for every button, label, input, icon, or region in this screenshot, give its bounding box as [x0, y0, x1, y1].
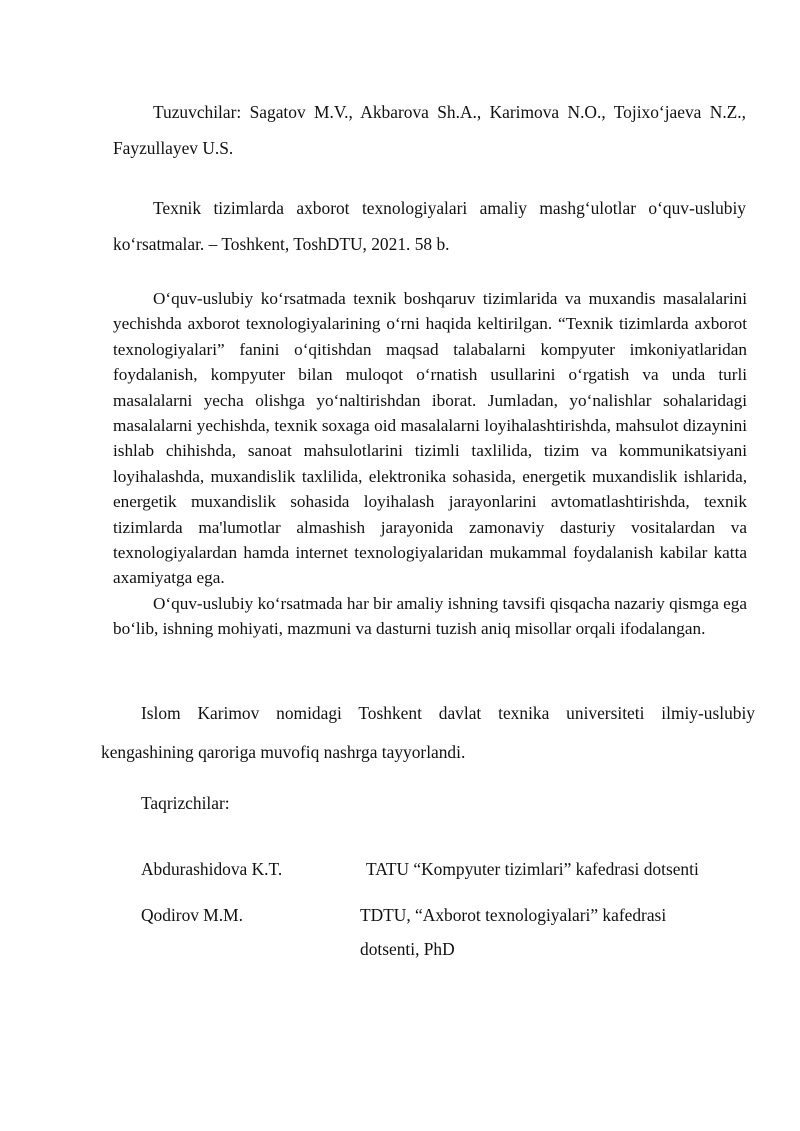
reviewer-name: Abdurashidova K.T. [141, 859, 283, 879]
reviewer-affiliation: TDTU, “Axborot texnologiyalari” kafedrasi dotsenti, PhD [360, 905, 667, 959]
reviewers-heading: Taqrizchilar: [141, 793, 230, 813]
bibliographic-citation: Texnik tizimlarda axborot texnologiyalari amaliy mashg‘ulotlar o‘quv-uslubiy ko‘rsatmalar. – Toshkent, ToshDTU, 2021. 58 b. [113, 198, 746, 254]
authors-line: Tuzuvchilar: Sagatov M.V., Akbarova Sh.A., Karimova N.O., Tojixo‘jaeva N.Z., Fayzullayev U.S. [113, 102, 746, 158]
reviewer-affiliation: TATU “Kompyuter tizimlari” kafedrasi dotsenti [366, 859, 699, 879]
abstract-paragraph-2: O‘quv-uslubiy ko‘rsatmada har bir amaliy ishning tavsifi qisqacha nazariy qismga ega bo‘lib, ishning mohiyati, mazmuni va dasturni tuzish aniq misollar orqali ifodalangan. [113, 593, 747, 639]
abstract-section [113, 286, 747, 642]
abstract-paragraph-1: O‘quv-uslubiy ko‘rsatmada texnik boshqaruv tizimlarida va muxandis masalalarini yechishda axborot texnologiyalarining o‘rni haqida keltirilgan. “Texnik tizimlarda axborot texnologiyalari” fanini o‘qitishdan maqsad talabalarni kompyuter imkoniyatlaridan foydalanish, kompyuter bilan muloqot o‘rnatish usullarini o‘rgatish va unda turli masalalarni yecha olishga yo‘naltirishdan iborat. Jumladan, yo‘nalishlar sohalaridagi masalalarni yechishda, texnik soxaga oid masalalarni loyihalashtirishda, mahsulot dizaynini ishlab chihishda, sanoat mahsulotlarini tizimli taxlilida, tizim va kommunikatsiyani loyihalashda, muxandislik taxlilida, elektronika sohasida, energetik muxandislik ishlarida, energetik muxandislik sohasida loyihalash jarayonlarini avtomatlashtirishda, texnik tizimlarda ma'lumotlar almashish jarayonida zamonaviy dasturiy vositalardan va texnologiyalardan hamda internet texnologiyalaridan mukammal foydalanish kabilar katta axamiyatga ega. [113, 289, 747, 588]
approval-statement: Islom Karimov nomidagi Toshkent davlat texnika universiteti ilmiy-uslubiy kengashining qaroriga muvofiq nashrga tayyorlandi. [101, 703, 755, 762]
reviewer-name: Qodirov M.M. [141, 905, 243, 925]
